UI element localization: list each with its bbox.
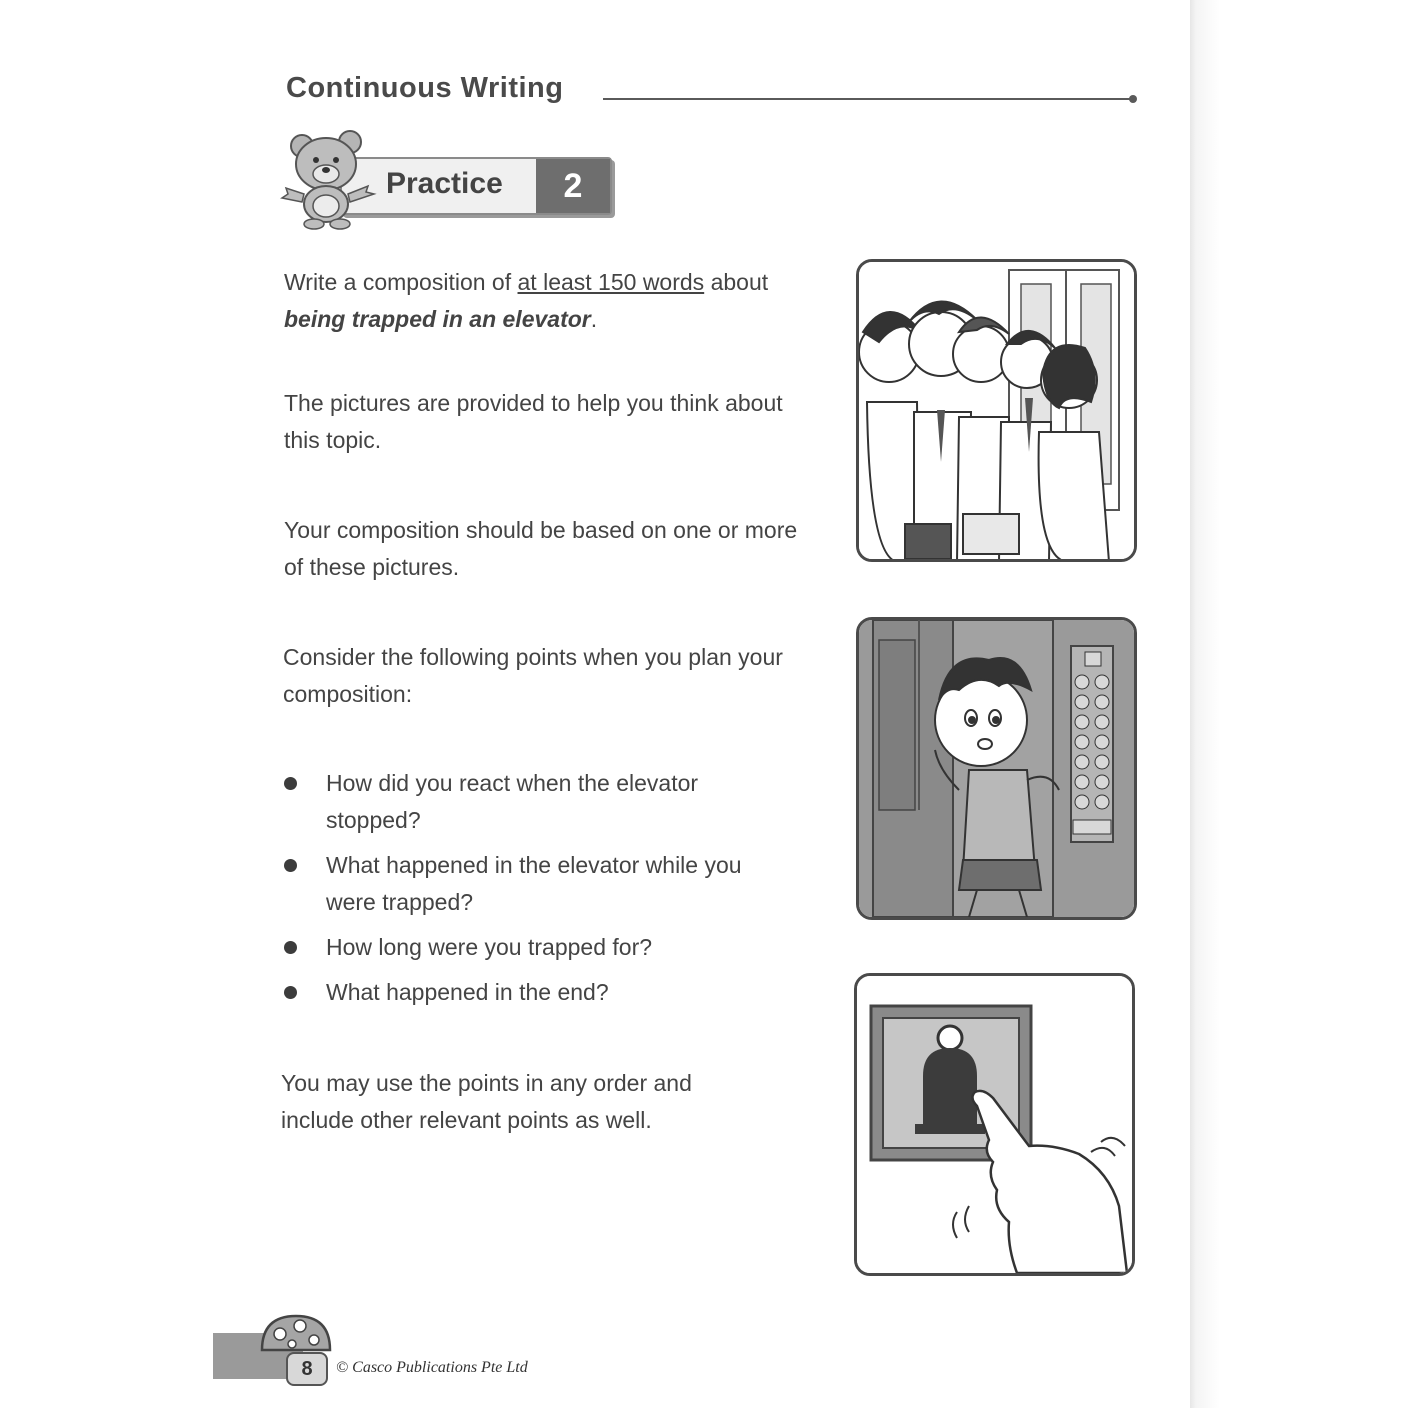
bullet-icon bbox=[284, 986, 297, 999]
list-item bbox=[282, 929, 812, 966]
elevator-boy-illustration bbox=[859, 620, 1134, 917]
point-text: How did you react when the elevator stopped? bbox=[326, 770, 699, 833]
instruction-paragraph-4: Consider the following points when you plan your composition: bbox=[283, 644, 783, 707]
practice-number: 2 bbox=[536, 159, 610, 213]
word-count-requirement: at least 150 words bbox=[517, 269, 705, 295]
instruction-1-lead: Write a composition of bbox=[284, 269, 518, 295]
title-rule bbox=[603, 98, 1133, 100]
section-title: Continuous Writing bbox=[286, 72, 564, 104]
picture-alarm-bell-panel bbox=[854, 973, 1135, 1276]
alarm-bell-illustration bbox=[857, 976, 1132, 1273]
page-edge-shadow bbox=[1190, 0, 1408, 1408]
point-text: What happened in the end? bbox=[326, 979, 609, 1005]
list-item bbox=[282, 974, 812, 1011]
bullet-icon bbox=[284, 777, 297, 790]
list-item bbox=[282, 765, 812, 839]
planning-points-list bbox=[282, 765, 812, 1019]
picture-crowd-panel bbox=[856, 259, 1137, 562]
instruction-paragraph-3: Your composition should be based on one or more of these pictures. bbox=[284, 517, 798, 580]
instruction-1-tail: about bbox=[704, 269, 769, 295]
point-text: How long were you trapped for? bbox=[326, 934, 653, 960]
practice-banner bbox=[340, 157, 612, 215]
bullet-icon bbox=[284, 859, 297, 872]
point-text: What happened in the elevator while you were trapped? bbox=[326, 852, 742, 915]
instruction-paragraph-5: You may use the points in any order and include other relevant points as well. bbox=[281, 1070, 692, 1133]
instruction-1-period: . bbox=[590, 306, 598, 332]
page-number: 8 bbox=[286, 1352, 328, 1386]
title-rule-dot bbox=[1129, 95, 1137, 103]
crowd-illustration bbox=[859, 262, 1134, 559]
picture-boy-in-elevator-panel bbox=[856, 617, 1137, 920]
bear-mascot-icon bbox=[280, 128, 380, 230]
copyright-notice: © Casco Publications Pte Ltd bbox=[336, 1359, 528, 1376]
practice-label: Practice bbox=[386, 167, 503, 200]
instruction-paragraph-1 bbox=[284, 264, 844, 338]
composition-topic: being trapped in an elevator bbox=[284, 306, 591, 332]
bullet-icon bbox=[284, 941, 297, 954]
list-item bbox=[282, 847, 812, 921]
instruction-paragraph-2: The pictures are provided to help you think about this topic. bbox=[284, 390, 783, 453]
